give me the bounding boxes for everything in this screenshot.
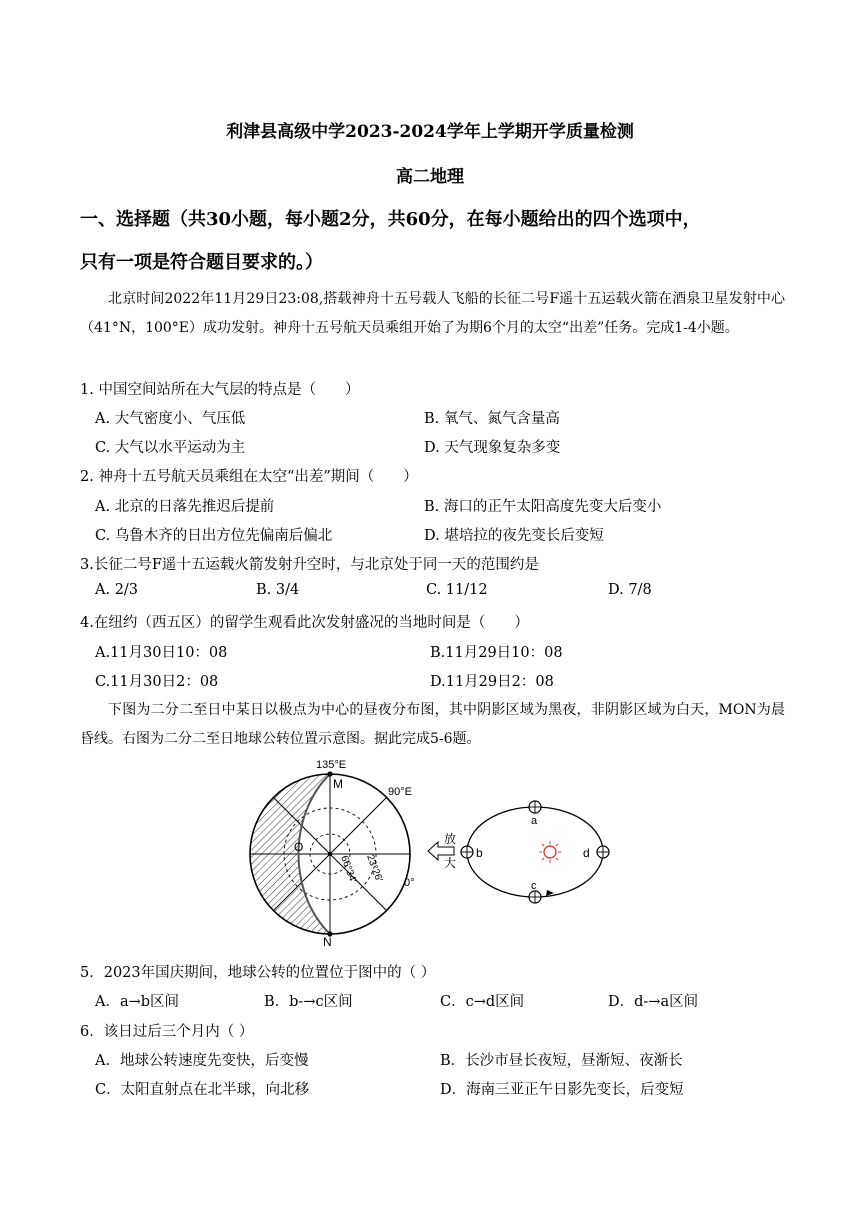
question-4-option-d: D.11月29日2：08 — [430, 674, 554, 690]
exam-title: 利津县高级中学2023-2024学年上学期开学质量检测 — [226, 122, 634, 142]
question-2-option-d: D. 堪培拉的夜先变长后变短 — [424, 528, 604, 544]
question-5-option-d: D．d-→a区间 — [608, 994, 699, 1010]
question-1-option-b: B. 氧气、氮气含量高 — [424, 411, 560, 427]
question-2-option-c: C. 乌鲁木齐的日出方位先偏南后偏北 — [95, 528, 333, 544]
question-3-option-c: C. 11/12 — [426, 582, 488, 598]
label-c: c — [531, 880, 537, 892]
earth-position-d-icon — [597, 846, 609, 858]
question-3-stem: 3.长征二号F遥十五运载火箭发射升空时，与北京处于同一天的范围约是 — [80, 557, 539, 573]
label-0: 0° — [404, 877, 415, 889]
label-b: b — [476, 846, 483, 860]
question-2-option-b: B. 海口的正午太阳高度先变大后变小 — [424, 499, 662, 515]
question-3-option-b: B. 3/4 — [256, 582, 300, 598]
label-n: N — [323, 935, 332, 947]
day-night-and-orbit-figure — [240, 755, 620, 947]
earth-position-c-icon — [529, 891, 541, 903]
question-6-option-b: B．长沙市昼长夜短，昼渐短、夜渐长 — [440, 1053, 683, 1069]
question-4-option-c: C.11月30日2：08 — [95, 674, 219, 690]
north-pole-marker — [328, 852, 332, 856]
question-1-option-a: A. 大气密度小、气压低 — [95, 411, 246, 427]
reading-passage-1: 北京时间2022年11月29日23:08,搭载神舟十五号载人飞船的长征二号F遥十五运载火箭在酒泉卫星发射中心（41°N，100°E）成功发射。神舟十五号航天员乘组开始了为期6个月的太空“出差”任务。完成1-4小题。 — [80, 291, 785, 336]
label-135e: 135°E — [316, 759, 347, 771]
question-2-option-a: A. 北京的日落先推迟后提前 — [95, 499, 275, 515]
section-heading-line1: 一、选择题（共30小题，每小题2分，共60分，在每小题给出的四个选项中， — [80, 209, 701, 230]
earth-position-b-icon — [461, 846, 473, 858]
label-enlarge-1: 放 — [444, 832, 457, 846]
polar-day-night-map — [240, 759, 415, 947]
label-23-26: 23°26′ — [364, 853, 385, 884]
question-1-stem: 1. 中国空间站所在大气层的特点是（ ） — [80, 382, 360, 398]
question-5-option-b: B．b-→c区间 — [264, 994, 353, 1010]
question-4-option-a: A.11月30日10：08 — [95, 645, 228, 661]
question-2-stem: 2. 神舟十五号航天员乘组在太空“出差”期间（ ） — [80, 469, 418, 485]
exam-subject: 高二地理 — [396, 167, 464, 187]
point-m-marker — [327, 771, 332, 776]
label-90e: 90°E — [388, 786, 412, 798]
question-5-stem: 5．2023年国庆期间，地球公转的位置位于图中的（ ） — [80, 965, 436, 981]
question-4-stem: 4.在纽约（西五区）的留学生观看此次发射盛况的当地时间是（ ） — [80, 615, 529, 631]
label-enlarge-2: 大 — [444, 856, 457, 870]
label-a: a — [531, 815, 538, 827]
label-d: d — [583, 846, 590, 860]
question-1-option-c: C. 大气以水平运动为主 — [95, 440, 246, 456]
label-m: M — [333, 777, 343, 791]
question-5-option-a: A．a→b区间 — [95, 994, 180, 1010]
question-3-option-a: A. 2/3 — [95, 582, 139, 598]
question-5-option-c: C．c→d区间 — [440, 994, 525, 1010]
question-6-option-a: A．地球公转速度先变快，后变慢 — [95, 1053, 309, 1069]
earth-position-a-icon — [529, 801, 541, 813]
orbit-diagram — [461, 801, 609, 903]
question-6-option-c: C．太阳直射点在北半球，向北移 — [95, 1082, 310, 1098]
question-6-option-d: D．海南三亚正午日影先变长，后变短 — [440, 1082, 684, 1098]
reading-passage-2: 下图为二分二至日中某日以极点为中心的昼夜分布图，其中阴影区域为黑夜，非阴影区域为白天，MON为晨昏线。右图为二分二至日地球公转位置示意图。据此完成5-6题。 — [80, 702, 785, 747]
sun-icon — [539, 841, 561, 863]
question-4-option-b: B.11月29日10：08 — [430, 645, 563, 661]
label-66-34: 66°34′ — [338, 854, 359, 885]
question-6-stem: 6．该日过后三个月内（ ） — [80, 1024, 254, 1040]
label-o: O — [294, 840, 304, 854]
enlarge-arrow — [428, 832, 456, 870]
section-heading-line2: 只有一项是符合题目要求的。） — [80, 252, 323, 273]
question-3-option-d: D. 7/8 — [608, 582, 652, 598]
question-1-option-d: D. 天气现象复杂多变 — [424, 440, 561, 456]
